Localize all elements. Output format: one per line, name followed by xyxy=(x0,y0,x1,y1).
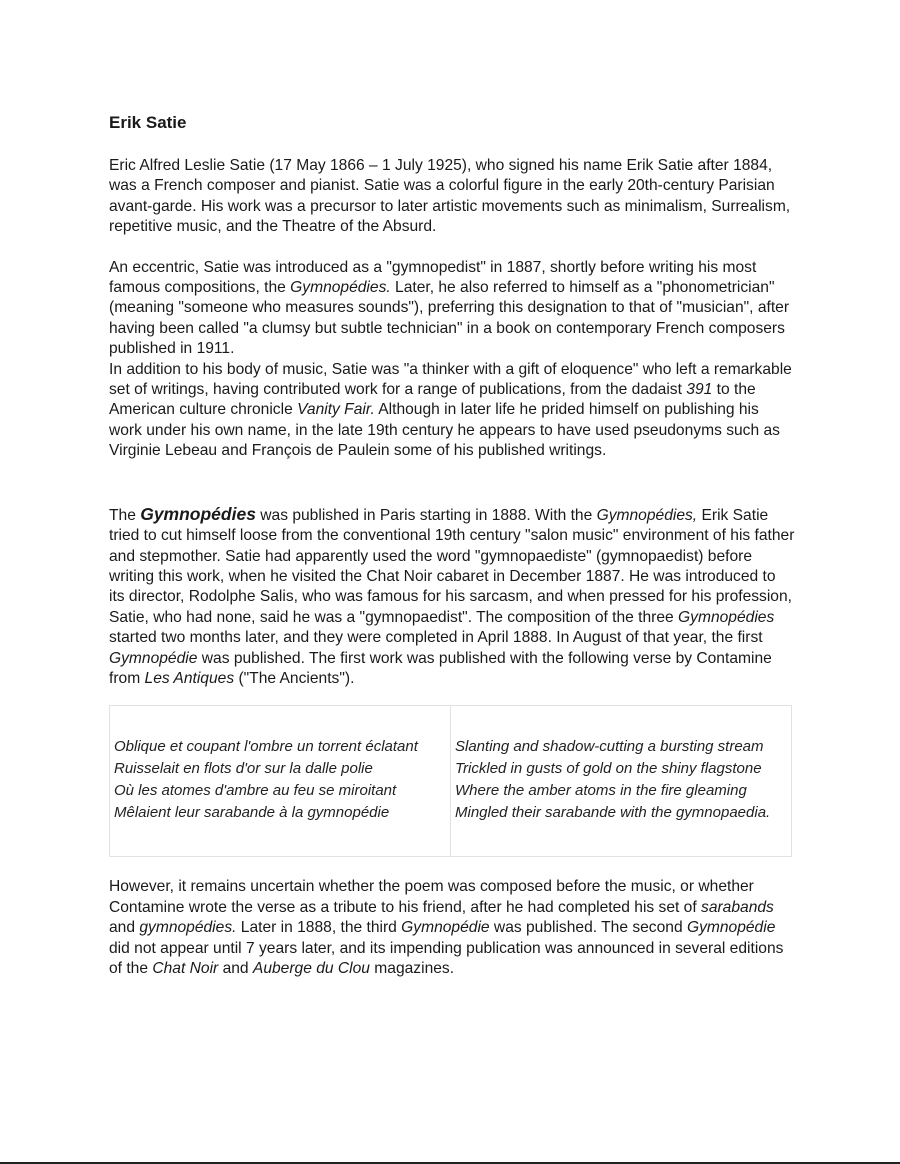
paragraph-gymnopedies: The Gymnopédies was published in Paris starting in 1888. With the Gymnopédies, Erik Satie tried to cut himself loose from the conventional 19th century "salon music" environment of his father and stepmother. Satie had apparently used the word "gymnopaediste" (gymnopaedist) before writing this work, when he visited the Chat Noir cabaret in December 1887. He was introduced to its director, Rodolphe Salis, who was famous for his sarcasm, and when pressed for his profession, Satie, who had none, said he was a "gymnopaedist". The composition of the three Gymnopédies started two months later, and they were completed in April 1888. In August of that year, the first Gymnopédie was published. The first work was published with the following verse by Contamine from Les Antiques ("The Ancients"). xyxy=(109,503,795,687)
verse-line: Where the amber atoms in the fire gleaming xyxy=(455,782,747,800)
verse-line: Trickled in gusts of gold on the shiny flagstone xyxy=(455,760,762,778)
paragraph-intro: Eric Alfred Leslie Satie (17 May 1866 – 1 July 1925), who signed his name Erik Satie after 1884, was a French composer and pianist. Satie was a colorful figure in the early 20th-century Parisian avant-garde. His work was a precursor to later artistic movements such as minimalism, Surrealism, repetitive music, and the Theatre of the Absurd. xyxy=(109,157,791,236)
verse-line: Oblique et coupant l'ombre un torrent éclatant xyxy=(114,738,418,756)
verse-line: Mingled their sarabande with the gymnopaedia. xyxy=(455,804,771,822)
verse-english xyxy=(451,706,792,857)
verse-french xyxy=(110,706,451,857)
verse-line: Slanting and shadow-cutting a bursting stream xyxy=(455,738,764,756)
verse-line: Mêlaient leur sarabande à la gymnopédie xyxy=(114,804,390,822)
page-title: Erik Satie xyxy=(109,113,187,132)
verse-table xyxy=(109,705,792,857)
paragraph-writings: In addition to his body of music, Satie was "a thinker with a gift of eloquence" who left a remarkable set of writings, having contributed work for a range of publications, from the dadaist 391 to the American culture chronicle Vanity Fair. Although in later life he prided himself on publishing his work under his own name, in the late 19th century he appears to have used pseudonyms such as Virginie Lebeau and François de Paulein some of his published writings. xyxy=(109,360,792,460)
document-body xyxy=(109,110,795,979)
paragraph-eccentric: An eccentric, Satie was introduced as a "gymnopedist" in 1887, shortly before writing his most famous compositions, the Gymnopédies. Later, he also referred to himself as a "phonometrician" (meaning "someone who measures sounds"), preferring this designation to that of "musician", after having been called "a clumsy but subtle technician" in a book on contemporary French composers published in 1911. xyxy=(109,258,790,358)
verse-line: Où les atomes d'ambre au feu se miroitant xyxy=(114,782,397,800)
paragraph-uncertain: However, it remains uncertain whether the poem was composed before the music, or whether Contamine wrote the verse as a tribute to his friend, after he had completed his set of sarabands and gymnopédies. Later in 1888, the third Gymnopédie was published. The second Gymnopédie did not appear until 7 years later, and its impending publication was announced in several editions of the Chat Noir and Auberge du Clou magazines. xyxy=(109,878,784,977)
verse-line: Ruisselait en flots d'or sur la dalle polie xyxy=(114,760,373,778)
